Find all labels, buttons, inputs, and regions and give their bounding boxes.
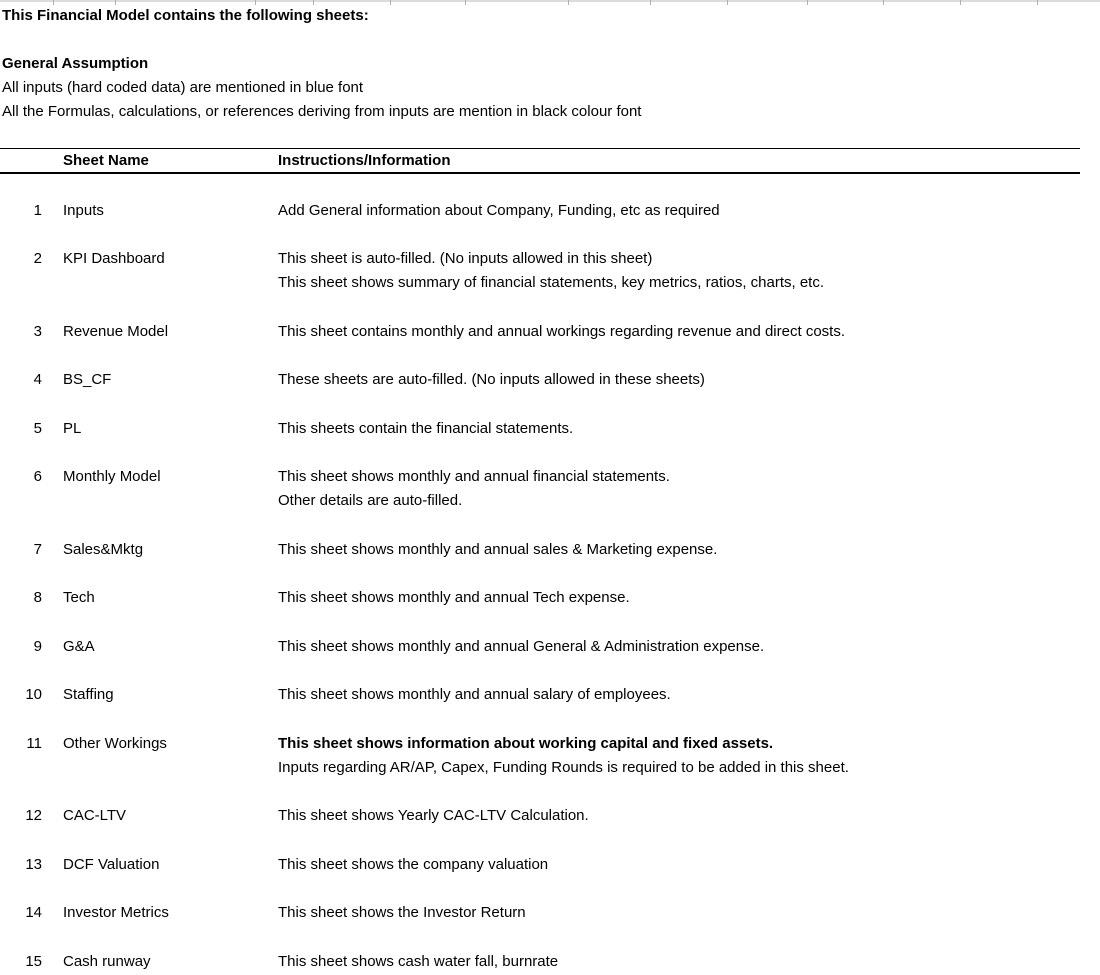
sheet-name-cell: Investor Metrics: [63, 904, 169, 921]
sheet-name-cell: Sales&Mktg: [63, 540, 144, 558]
row-number: 7: [33, 540, 42, 558]
table-row: [0, 417, 1080, 441]
assumption-note-2: All the Formulas, calculations, or references deriving from inputs are mention in black colour font: [2, 103, 642, 120]
row-number: 14: [25, 904, 42, 921]
table-row: [0, 538, 1080, 562]
instructions-line: Inputs regarding AR/AP, Capex, Funding Rounds is required to be added in this sheet.: [278, 758, 849, 776]
row-number: 2: [33, 250, 42, 267]
instructions-line: Add General information about Company, Funding, etc as required: [278, 201, 720, 219]
table-row: [0, 199, 1080, 223]
assumption-note-1: All inputs (hard coded data) are mentioned in blue font: [2, 79, 364, 96]
instructions-cell: [278, 732, 1080, 780]
instructions-line: This sheet shows monthly and annual financial statements.: [278, 468, 670, 485]
instructions-line: This sheet shows monthly and annual General & Administration expense.: [278, 637, 765, 655]
table-row: [0, 950, 1080, 974]
instructions-cell: [278, 853, 1080, 877]
instructions-line: This sheets contain the financial statements.: [278, 419, 574, 437]
instructions-cell: [278, 901, 1080, 925]
row-number: 8: [33, 589, 42, 606]
instructions-line: This sheet shows the Investor Return: [278, 904, 526, 921]
instructions-cell: [278, 538, 1080, 562]
table-row: [0, 853, 1080, 877]
row-number: 15: [25, 952, 42, 970]
row-number: 13: [25, 855, 42, 873]
sheet-name-cell: G&A: [63, 637, 95, 655]
sheets-table: [0, 148, 1080, 974]
sheet-name-cell: KPI Dashboard: [63, 250, 165, 267]
table-row: [0, 732, 1080, 780]
instructions-cell: [278, 417, 1080, 441]
instructions-line: This sheet shows monthly and annual Tech expense.: [278, 589, 630, 606]
row-number: 6: [33, 468, 42, 485]
table-row: [0, 368, 1080, 392]
table-row: [0, 465, 1080, 513]
table-header-row: [0, 148, 1080, 174]
header-sheet-name: Sheet Name: [63, 152, 149, 169]
sheet-name-cell: Staffing: [63, 686, 114, 703]
row-number: 5: [33, 419, 42, 437]
row-number: 4: [33, 371, 42, 388]
table-row: [0, 804, 1080, 828]
instructions-line: This sheet shows monthly and annual salary of employees.: [278, 686, 671, 703]
sheet-name-cell: CAC-LTV: [63, 807, 127, 824]
header-instructions: Instructions/Information: [278, 152, 451, 169]
instructions-cell: [278, 683, 1080, 707]
instructions-cell: [278, 199, 1080, 223]
instructions-line: These sheets are auto-filled. (No inputs allowed in these sheets): [278, 371, 705, 388]
instructions-line: This sheet shows the company valuation: [278, 855, 549, 873]
sheet-name-cell: BS_CF: [63, 371, 112, 388]
instructions-cell: [278, 950, 1080, 974]
table-row: [0, 586, 1080, 610]
sheet-name-cell: Inputs: [63, 201, 104, 219]
table-row: [0, 683, 1080, 707]
sheet-name-cell: Cash runway: [63, 952, 151, 970]
instructions-line: This sheet shows information about working capital and fixed assets.: [278, 734, 774, 752]
row-number: 3: [33, 322, 42, 340]
instructions-line: This sheet contains monthly and annual workings regarding revenue and direct costs.: [278, 322, 845, 340]
sheet-name-cell: Monthly Model: [63, 468, 161, 485]
instructions-line: This sheet shows Yearly CAC-LTV Calculation.: [278, 807, 589, 824]
header-number-column: [0, 149, 42, 172]
sheet-name-cell: Tech: [63, 589, 95, 606]
page-title: This Financial Model contains the following sheets:: [2, 7, 369, 24]
table-row: [0, 320, 1080, 344]
sheet-name-cell: PL: [63, 419, 82, 437]
instructions-cell: [278, 465, 1080, 513]
instructions-cell: [278, 247, 1080, 295]
sheet-name-cell: Other Workings: [63, 734, 167, 752]
instructions-line: This sheet is auto-filled. (No inputs allowed in this sheet): [278, 250, 653, 267]
row-number: 1: [33, 201, 42, 219]
instructions-line: This sheet shows monthly and annual sales & Marketing expense.: [278, 540, 718, 558]
table-row: [0, 901, 1080, 925]
instructions-line: This sheet shows summary of financial statements, key metrics, ratios, charts, etc.: [278, 274, 825, 291]
row-number: 12: [25, 807, 42, 824]
instructions-cell: [278, 320, 1080, 344]
row-number: 11: [26, 734, 42, 752]
table-row: [0, 247, 1080, 295]
general-assumption-heading: General Assumption: [2, 55, 149, 72]
instructions-cell: [278, 804, 1080, 828]
sheet-name-cell: Revenue Model: [63, 322, 169, 340]
instructions-line: Other details are auto-filled.: [278, 492, 463, 509]
row-number: 9: [33, 637, 42, 655]
row-number: 10: [25, 686, 42, 703]
instructions-cell: [278, 368, 1080, 392]
instructions-cell: [278, 586, 1080, 610]
instructions-line: This sheet shows cash water fall, burnrate: [278, 952, 559, 970]
sheet-name-cell: DCF Valuation: [63, 855, 160, 873]
table-row: [0, 635, 1080, 659]
instructions-cell: [278, 635, 1080, 659]
